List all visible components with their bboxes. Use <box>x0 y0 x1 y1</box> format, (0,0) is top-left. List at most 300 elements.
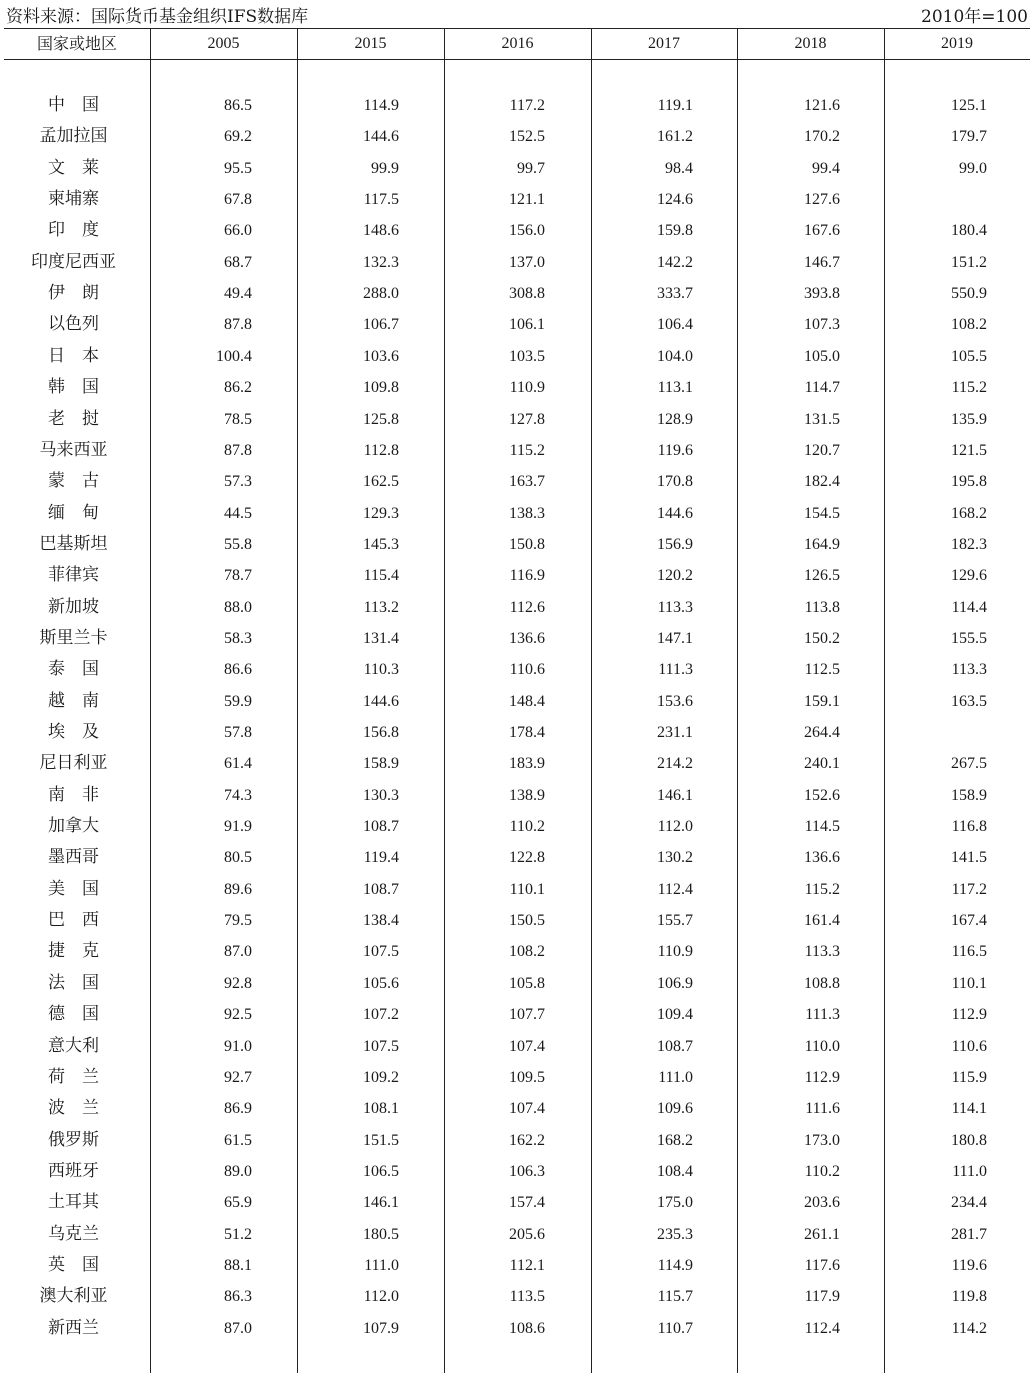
value-cell: 117.9 <box>804 1288 840 1306</box>
country-name: 土耳其 <box>48 1192 99 1213</box>
table-row <box>4 999 1030 1030</box>
country-name: 菲律宾 <box>48 565 99 586</box>
table-row <box>4 1219 1030 1250</box>
value-cell: 155.7 <box>657 912 693 930</box>
value-cell: 178.4 <box>509 724 545 741</box>
value-cell: 110.0 <box>804 1037 840 1055</box>
value-cell: 138.4 <box>363 912 399 930</box>
country-name: 老 挝 <box>48 408 99 429</box>
value-cell: 119.4 <box>363 849 399 867</box>
value-cell: 112.8 <box>363 441 399 459</box>
value-cell: 158.9 <box>951 786 987 804</box>
value-cell: 80.5 <box>224 849 252 867</box>
value-cell: 111.3 <box>805 1006 840 1024</box>
value-cell: 92.7 <box>224 1068 252 1086</box>
value-cell: 151.5 <box>363 1131 399 1149</box>
value-cell: 153.6 <box>657 692 693 710</box>
value-cell: 113.3 <box>657 598 693 616</box>
value-cell: 99.0 <box>959 159 987 177</box>
value-cell: 150.8 <box>509 535 545 553</box>
value-cell: 261.1 <box>804 1225 840 1243</box>
data-table <box>4 28 1030 1373</box>
value-cell: 114.9 <box>657 1256 693 1274</box>
value-cell: 121.1 <box>509 191 545 209</box>
value-cell: 107.9 <box>363 1319 399 1337</box>
value-cell: 121.5 <box>951 441 987 459</box>
value-cell: 86.6 <box>224 661 252 679</box>
value-cell: 112.6 <box>509 598 545 616</box>
value-cell: 111.0 <box>364 1256 399 1274</box>
table-caption-line <box>6 2 1028 26</box>
value-cell: 109.4 <box>657 1006 693 1024</box>
table-row <box>4 748 1030 779</box>
value-cell: 111.3 <box>658 661 693 679</box>
table-row <box>4 278 1030 309</box>
value-cell: 65.9 <box>224 1194 252 1212</box>
header-year: 2015 <box>354 35 387 52</box>
value-cell: 162.2 <box>509 1131 545 1149</box>
value-cell: 111.6 <box>805 1100 840 1118</box>
value-cell: 137.0 <box>509 253 545 271</box>
value-cell: 110.2 <box>804 1162 840 1180</box>
value-cell: 146.1 <box>657 786 693 804</box>
country-name: 英 国 <box>48 1254 99 1275</box>
table-row <box>4 90 1030 121</box>
value-cell: 106.1 <box>509 316 545 334</box>
value-cell: 49.4 <box>224 285 252 303</box>
value-cell: 203.6 <box>804 1194 840 1212</box>
value-cell: 173.0 <box>804 1131 840 1149</box>
value-cell: 333.7 <box>657 285 693 303</box>
value-cell: 240.1 <box>804 755 840 773</box>
value-cell: 161.2 <box>657 128 693 146</box>
value-cell: 163.5 <box>951 692 987 710</box>
value-cell: 117.6 <box>804 1256 840 1274</box>
value-cell: 151.2 <box>951 253 987 271</box>
header-year: 2005 <box>207 35 240 52</box>
value-cell: 110.9 <box>509 379 545 397</box>
value-cell: 95.5 <box>224 159 252 177</box>
header-year: 2019 <box>941 35 973 52</box>
value-cell: 113.2 <box>363 598 399 616</box>
country-name: 加拿大 <box>48 816 99 837</box>
source-note: 资料来源：国际货币基金组织IFS数据库 <box>6 6 309 27</box>
value-cell: 78.7 <box>224 567 252 585</box>
value-cell: 124.6 <box>657 191 693 209</box>
value-cell: 114.7 <box>804 379 840 397</box>
value-cell: 61.5 <box>224 1131 252 1149</box>
table-row <box>4 215 1030 246</box>
value-cell: 179.7 <box>951 128 987 146</box>
value-cell: 106.9 <box>657 974 693 992</box>
value-cell: 107.4 <box>509 1100 545 1118</box>
country-name: 荷 兰 <box>48 1066 99 1087</box>
table-row <box>4 968 1030 999</box>
value-cell: 117.2 <box>509 97 545 114</box>
value-cell: 89.0 <box>224 1162 252 1180</box>
value-cell: 107.4 <box>509 1037 545 1055</box>
value-cell: 68.7 <box>224 253 252 271</box>
value-cell: 55.8 <box>224 535 252 553</box>
value-cell: 110.2 <box>509 818 545 836</box>
value-cell: 130.2 <box>657 849 693 867</box>
country-name: 新加坡 <box>48 596 99 617</box>
value-cell: 112.9 <box>951 1006 987 1024</box>
value-cell: 175.0 <box>657 1194 693 1212</box>
value-cell: 550.9 <box>951 285 987 303</box>
value-cell: 105.6 <box>363 974 399 992</box>
table-row <box>4 623 1030 654</box>
value-cell: 86.9 <box>224 1100 252 1118</box>
value-cell: 86.3 <box>224 1288 252 1306</box>
value-cell: 131.5 <box>804 410 840 428</box>
value-cell: 156.0 <box>509 222 545 240</box>
value-cell: 108.7 <box>363 880 399 898</box>
country-name: 孟加拉国 <box>39 126 108 147</box>
value-cell: 120.7 <box>804 441 840 459</box>
value-cell: 106.5 <box>363 1162 399 1180</box>
value-cell: 180.5 <box>363 1225 399 1243</box>
country-name: 墨西哥 <box>48 847 99 868</box>
value-cell: 115.2 <box>804 880 840 898</box>
country-name: 越 南 <box>48 690 99 711</box>
value-cell: 119.6 <box>951 1256 987 1274</box>
value-cell: 132.3 <box>363 253 399 271</box>
value-cell: 99.7 <box>517 159 545 177</box>
value-cell: 58.3 <box>224 629 252 647</box>
table-row <box>4 592 1030 623</box>
value-cell: 170.2 <box>804 128 840 146</box>
value-cell: 44.5 <box>224 504 252 522</box>
value-cell: 115.2 <box>951 379 987 397</box>
value-cell: 120.2 <box>657 567 693 585</box>
value-cell: 119.6 <box>657 441 693 459</box>
value-cell: 231.1 <box>657 724 693 741</box>
value-cell: 152.5 <box>509 128 545 146</box>
value-cell: 113.5 <box>509 1288 545 1306</box>
country-name: 俄罗斯 <box>48 1129 99 1150</box>
value-cell: 103.6 <box>363 347 399 365</box>
table-row <box>4 309 1030 340</box>
table-row <box>4 717 1030 748</box>
value-cell: 155.5 <box>951 629 987 647</box>
value-cell: 115.2 <box>509 441 545 459</box>
value-cell: 108.7 <box>363 818 399 836</box>
value-cell: 116.5 <box>951 943 987 961</box>
value-cell: 112.0 <box>363 1288 399 1306</box>
value-cell: 112.1 <box>509 1256 545 1274</box>
value-cell: 159.8 <box>657 222 693 240</box>
country-name: 意大利 <box>48 1035 99 1056</box>
value-cell: 182.3 <box>951 535 987 553</box>
table-row <box>4 1125 1030 1156</box>
value-cell: 87.8 <box>224 316 252 334</box>
country-name: 巴 西 <box>48 910 99 931</box>
value-cell: 113.8 <box>804 598 840 616</box>
country-name: 日 本 <box>48 345 99 366</box>
value-cell: 109.2 <box>363 1068 399 1086</box>
table-row <box>4 560 1030 591</box>
value-cell: 89.6 <box>224 880 252 898</box>
value-cell: 105.5 <box>951 347 987 365</box>
value-cell: 108.2 <box>509 943 545 961</box>
country-name: 文 莱 <box>48 157 99 178</box>
value-cell: 112.4 <box>657 880 693 898</box>
value-cell: 78.5 <box>224 410 252 428</box>
value-cell: 116.8 <box>951 818 987 836</box>
value-cell: 51.2 <box>224 1225 252 1243</box>
header-year: 2016 <box>501 35 534 52</box>
value-cell: 91.0 <box>224 1037 252 1055</box>
value-cell: 105.8 <box>509 974 545 992</box>
country-name: 伊 朗 <box>48 283 99 304</box>
value-cell: 92.8 <box>224 974 252 992</box>
value-cell: 69.2 <box>224 128 252 146</box>
value-cell: 146.7 <box>804 253 840 271</box>
table-row <box>4 466 1030 497</box>
table-row <box>4 1250 1030 1281</box>
value-cell: 107.5 <box>363 943 399 961</box>
value-cell: 112.4 <box>804 1319 840 1337</box>
value-cell: 126.5 <box>804 567 840 585</box>
table-row <box>4 121 1030 152</box>
value-cell: 267.5 <box>951 755 987 773</box>
value-cell: 142.2 <box>657 253 693 271</box>
value-cell: 114.4 <box>951 598 987 616</box>
value-cell: 109.6 <box>657 1100 693 1118</box>
value-cell: 109.5 <box>509 1068 545 1086</box>
table-row <box>4 1156 1030 1187</box>
value-cell: 281.7 <box>951 1225 987 1243</box>
value-cell: 214.2 <box>657 755 693 773</box>
country-name: 印 度 <box>48 220 99 241</box>
value-cell: 130.3 <box>363 786 399 804</box>
value-cell: 108.6 <box>509 1319 545 1337</box>
value-cell: 114.5 <box>804 818 840 836</box>
value-cell: 127.6 <box>804 191 840 209</box>
value-cell: 111.0 <box>658 1068 693 1086</box>
value-cell <box>887 717 987 748</box>
base-year-note: 2010年=100 <box>921 6 1028 27</box>
table-row <box>4 811 1030 842</box>
country-name: 南 非 <box>48 784 99 805</box>
value-cell: 66.0 <box>224 222 252 240</box>
value-cell: 111.0 <box>952 1162 987 1180</box>
country-name: 西班牙 <box>48 1160 99 1181</box>
value-cell: 167.4 <box>951 912 987 930</box>
value-cell: 87.0 <box>224 943 252 961</box>
country-name: 法 国 <box>48 972 99 993</box>
value-cell: 114.9 <box>363 97 399 114</box>
table-row <box>4 247 1030 278</box>
value-cell: 104.0 <box>657 347 693 365</box>
table-row <box>4 435 1030 466</box>
value-cell: 98.4 <box>665 159 693 177</box>
value-cell: 150.2 <box>804 629 840 647</box>
value-cell: 117.2 <box>951 880 987 898</box>
country-name: 尼日利亚 <box>39 753 108 774</box>
country-name: 泰 国 <box>48 659 99 680</box>
value-cell: 141.5 <box>951 849 987 867</box>
value-cell: 100.4 <box>216 347 252 365</box>
value-cell: 131.4 <box>363 629 399 647</box>
table-row <box>4 1062 1030 1093</box>
table-row <box>4 341 1030 372</box>
value-cell: 150.5 <box>509 912 545 930</box>
value-cell: 113.3 <box>951 661 987 679</box>
value-cell: 115.4 <box>363 567 399 585</box>
table-row <box>4 372 1030 403</box>
table-row <box>4 404 1030 435</box>
value-cell: 114.2 <box>951 1319 987 1337</box>
value-cell: 125.8 <box>363 410 399 428</box>
table-row <box>4 686 1030 717</box>
value-cell: 110.1 <box>509 880 545 898</box>
value-cell: 164.9 <box>804 535 840 553</box>
value-cell: 183.9 <box>509 755 545 773</box>
header-year: 2018 <box>794 35 827 52</box>
value-cell: 115.9 <box>951 1068 987 1086</box>
value-cell: 106.3 <box>509 1162 545 1180</box>
country-name: 柬埔寨 <box>48 189 99 210</box>
value-cell: 117.5 <box>363 191 399 209</box>
value-cell: 147.1 <box>657 629 693 647</box>
country-name: 捷 克 <box>48 941 99 962</box>
value-cell: 128.9 <box>657 410 693 428</box>
value-cell: 158.9 <box>363 755 399 773</box>
value-cell: 146.1 <box>363 1194 399 1212</box>
value-cell: 167.6 <box>804 222 840 240</box>
value-cell: 163.7 <box>509 473 545 491</box>
value-cell: 105.0 <box>804 347 840 365</box>
value-cell: 148.4 <box>509 692 545 710</box>
value-cell: 112.0 <box>657 818 693 836</box>
value-cell: 108.2 <box>951 316 987 334</box>
value-cell: 113.1 <box>657 379 693 397</box>
value-cell: 234.4 <box>951 1194 987 1212</box>
value-cell <box>887 184 987 215</box>
value-cell: 136.6 <box>804 849 840 867</box>
country-name: 新西兰 <box>48 1317 99 1338</box>
value-cell: 88.0 <box>224 598 252 616</box>
value-cell: 156.8 <box>363 724 399 741</box>
value-cell: 74.3 <box>224 786 252 804</box>
table-row <box>4 1281 1030 1312</box>
header-bottom-rule <box>4 59 1030 60</box>
value-cell: 127.8 <box>509 410 545 428</box>
value-cell: 110.3 <box>363 661 399 679</box>
value-cell: 138.9 <box>509 786 545 804</box>
country-name: 巴基斯坦 <box>39 533 108 554</box>
value-cell: 86.2 <box>224 379 252 397</box>
value-cell: 121.6 <box>804 97 840 114</box>
header-country: 国家或地区 <box>36 34 117 53</box>
table-row <box>4 654 1030 685</box>
table-row <box>4 1313 1030 1344</box>
value-cell: 162.5 <box>363 473 399 491</box>
value-cell: 108.8 <box>804 974 840 992</box>
table-row <box>4 905 1030 936</box>
value-cell: 107.3 <box>804 316 840 334</box>
table-row <box>4 153 1030 184</box>
value-cell: 91.9 <box>224 818 252 836</box>
value-cell: 108.7 <box>657 1037 693 1055</box>
value-cell: 168.2 <box>951 504 987 522</box>
value-cell: 129.3 <box>363 504 399 522</box>
country-name: 缅 甸 <box>48 502 99 523</box>
table-row <box>4 1187 1030 1218</box>
value-cell: 154.5 <box>804 504 840 522</box>
value-cell: 112.9 <box>804 1068 840 1086</box>
table-row <box>4 936 1030 967</box>
value-cell: 264.4 <box>804 724 840 741</box>
table-row <box>4 1031 1030 1062</box>
value-cell: 106.7 <box>363 316 399 334</box>
value-cell: 110.1 <box>951 974 987 992</box>
value-cell: 103.5 <box>509 347 545 365</box>
value-cell: 157.4 <box>509 1194 545 1212</box>
country-name: 埃 及 <box>48 722 99 742</box>
value-cell: 107.5 <box>363 1037 399 1055</box>
value-cell: 110.9 <box>657 943 693 961</box>
value-cell: 138.3 <box>509 504 545 522</box>
value-cell: 61.4 <box>224 755 252 773</box>
header-year: 2017 <box>648 35 680 52</box>
value-cell: 107.7 <box>509 1006 545 1024</box>
value-cell: 88.1 <box>224 1256 252 1274</box>
country-name: 蒙 古 <box>48 471 99 492</box>
value-cell: 86.5 <box>224 97 252 114</box>
value-cell: 116.9 <box>509 567 545 585</box>
value-cell: 122.8 <box>509 849 545 867</box>
value-cell: 109.8 <box>363 379 399 397</box>
value-cell: 152.6 <box>804 786 840 804</box>
value-cell: 79.5 <box>224 912 252 930</box>
country-name: 马来西亚 <box>39 439 108 460</box>
value-cell: 67.8 <box>224 191 252 209</box>
value-cell: 99.4 <box>812 159 840 177</box>
table-row <box>4 842 1030 873</box>
value-cell: 168.2 <box>657 1131 693 1149</box>
value-cell: 125.1 <box>951 97 987 114</box>
country-name: 美 国 <box>48 878 99 899</box>
value-cell: 144.6 <box>657 504 693 522</box>
value-cell: 57.8 <box>224 724 252 741</box>
value-cell: 182.4 <box>804 473 840 491</box>
value-cell: 92.5 <box>224 1006 252 1024</box>
country-name: 乌克兰 <box>48 1223 99 1244</box>
value-cell: 136.6 <box>509 629 545 647</box>
country-name: 韩 国 <box>48 377 99 398</box>
table-row <box>4 529 1030 560</box>
value-cell: 57.3 <box>224 473 252 491</box>
country-name: 波 兰 <box>48 1098 99 1119</box>
value-cell: 170.8 <box>657 473 693 491</box>
value-cell: 195.8 <box>951 473 987 491</box>
value-cell: 108.4 <box>657 1162 693 1180</box>
table-row <box>4 1093 1030 1124</box>
value-cell: 115.7 <box>657 1288 693 1306</box>
country-name: 印度尼西亚 <box>31 251 116 272</box>
value-cell: 99.9 <box>371 159 399 177</box>
value-cell: 129.6 <box>951 567 987 585</box>
value-cell: 112.5 <box>804 661 840 679</box>
value-cell: 393.8 <box>804 285 840 303</box>
country-name: 德 国 <box>48 1004 99 1025</box>
value-cell: 114.1 <box>951 1100 987 1118</box>
table-row <box>4 498 1030 529</box>
value-cell: 106.4 <box>657 316 693 334</box>
